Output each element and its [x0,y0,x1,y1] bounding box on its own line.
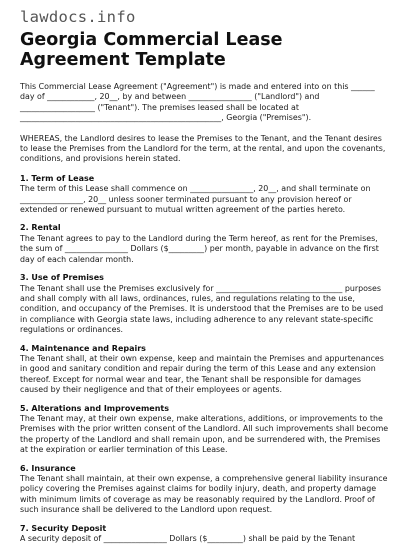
section-heading: 1. Term of Lease [20,173,95,183]
section-body: The term of this Lease shall commence on ________________, 20__, and shall terminate on ________________, 20__ unless sooner terminated pursuant to any provision hereof or extended or renewed pursuant to mutual written agreement of the parties hereto. [20,184,371,215]
section-insurance [20,464,390,516]
page-title: Georgia Commercial Lease Agreement Template [20,30,283,70]
section-heading: 5. Alterations and Improvements [20,403,169,413]
section-heading: 6. Insurance [20,463,76,473]
section-body: The Tenant agrees to pay to the Landlord during the Term hereof, as rent for the Premises, the sum of ________________ Dollars ($_________) per month, payable in advance on the first day of each calendar month. [20,233,379,264]
section-security-deposit [20,524,390,544]
section-heading: 3. Use of Premises [20,273,104,283]
section-heading: 7. Security Deposit [20,523,107,533]
site-logo: lawdocs.info [20,8,136,26]
whereas-paragraph: WHEREAS, the Landlord desires to lease the Premises to the Tenant, and the Tenant desires to lease the Premises from the Landlord for the term, at the rental, and upon the covenants, conditions, and provisions herein stated. [20,133,386,164]
section-body: A security deposit of ________________ Dollars ($_________) shall be paid by the Tenant [20,534,356,544]
intro-paragraph: This Commercial Lease Agreement ("Agreement") is made and entered into on this ______ day of ____________, 20__, by and between ________________ ("Landlord") and ___________________ ("Tenant"). The premises leased shall be located at ___________________________________________________, Georgia ("Premises"). [20,82,375,123]
section-rental [20,223,390,265]
section-heading: 2. Rental [20,223,61,233]
section-body: The Tenant shall maintain, at their own expense, a comprehensive general liability insurance policy covering the Premises against claims for bodily injury, death, and property damage with minimum limits of coverage as may be reasonably required by the Landlord. Proof of such insurance shall be delivered to the Landlord upon request. [20,474,388,515]
section-maintenance [20,344,390,396]
section-body: The Tenant shall use the Premises exclusively for ________________________________ purposes and shall comply with all laws, ordinances, rules, and regulations relating to the use, condition, and occupancy of the Premises. It is understood that the Premises are to be used in compliance with Georgia state laws, including adherence to any relevant state-specific regulations or ordinances. [20,283,384,335]
section-term [20,174,390,216]
section-use-of-premises [20,273,390,335]
section-body: The Tenant may, at their own expense, make alterations, additions, or improvements to the Premises with the prior written consent of the Landlord. All such improvements shall become the property of the Landlord and shall remain upon, and be surrendered with, the Premises at the expiration or earlier termination of this Lease. [20,413,389,455]
section-body: The Tenant shall, at their own expense, keep and maintain the Premises and appurtenances in good and sanitary condition and repair during the term of this Lease and any extension thereof. Except for normal wear and tear, the Tenant shall be responsible for damages caused by their negligence and that of their employees or agents. [20,353,384,395]
section-alterations [20,404,390,456]
section-heading: 4. Maintenance and Repairs [20,343,146,353]
